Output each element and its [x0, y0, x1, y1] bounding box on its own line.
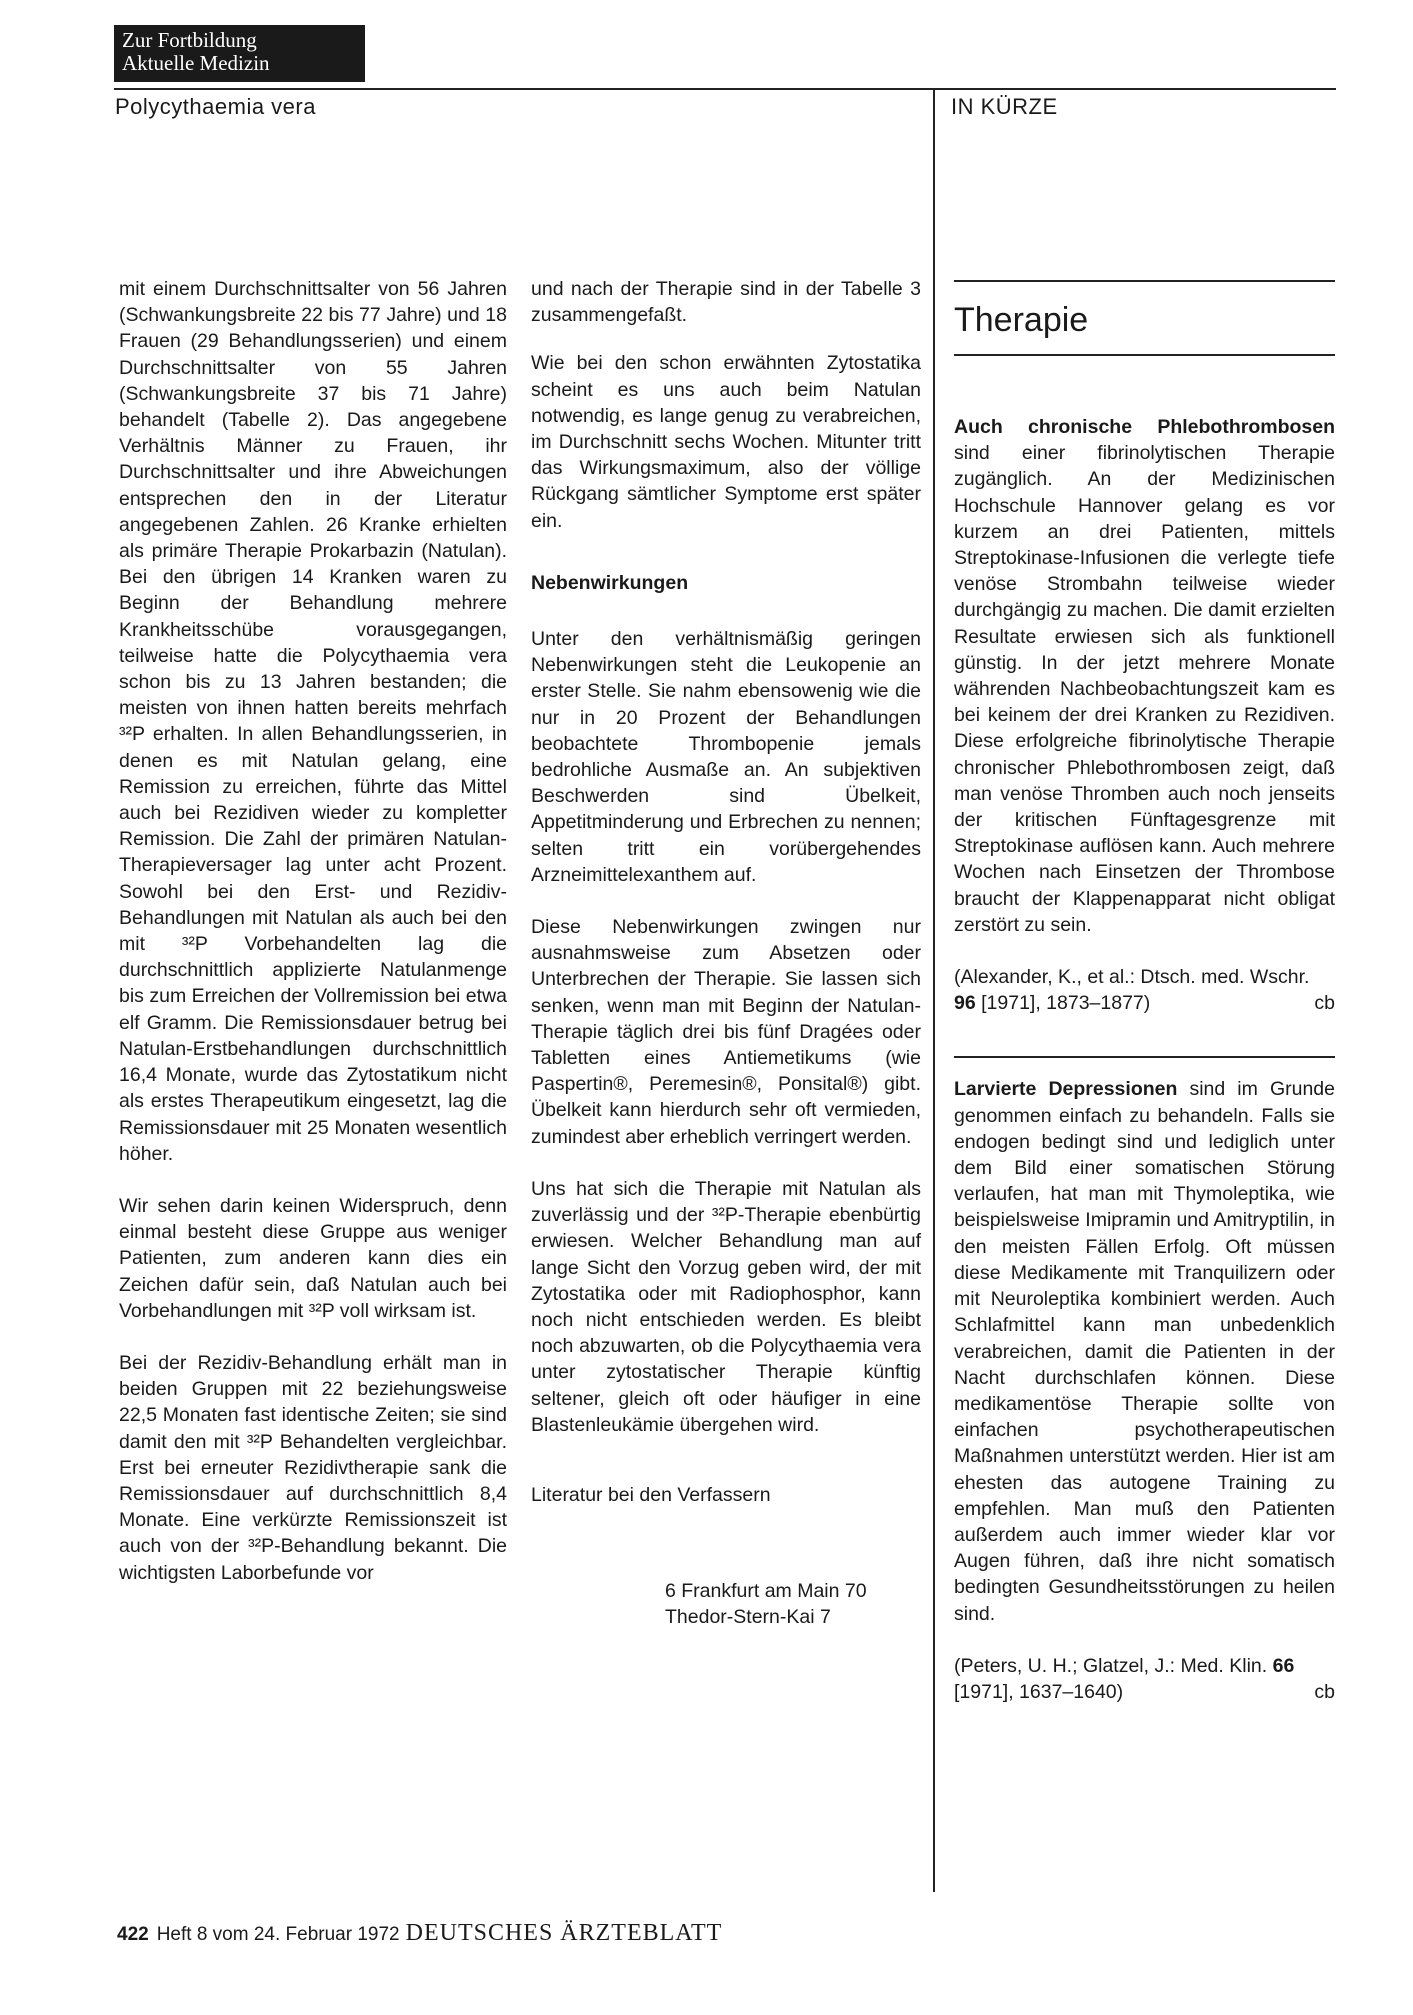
citation-pages: [1971], 1637–1640)	[954, 1680, 1124, 1703]
kicker-line-2: Aktuelle Medizin	[122, 51, 270, 75]
news-item	[954, 414, 1335, 938]
section-title: Therapie	[954, 301, 1089, 339]
citation-pages: [1971], 1873–1877)	[975, 992, 1151, 1015]
editor-initials: cb	[1314, 992, 1335, 1015]
paragraph: Uns hat sich die Therapie mit Natulan als zuverlässig und der ³²P-Therapie ebenbürtig erwiesen. Welcher Behandlung man auf lange Sicht den Vorzug geben wird, der mit Zytostatika oder mit Radiophosphor, kann noch nicht entschieden werden. Es bleibt noch abzuwarten, ob die Polycythaemia vera unter zytostatischer Therapie künftig seltener, gleich oft oder häufiger in eine Blastenleukämie übergehen wird.	[531, 1177, 921, 1436]
paragraph: Unter den verhältnismäßig geringen Nebenwirkungen steht die Leukopenie an erster Stelle. Sie nahm ebensowenig wie die nur in 20 Prozent der Behandlungen beobachtete Thrombopenie jemals bedrohliche Ausmaße an. An subjektiven Beschwerden sind Übelkeit, Appetitminderung und Erbrechen zu nennen; selten tritt ein vorübergehendes Arzneimittelexanthem auf.	[531, 628, 921, 886]
running-head-right: IN KÜRZE	[951, 94, 1058, 119]
paragraph: Bei der Rezidiv-Behandlung erhält man in beiden Gruppen mit 22 beziehungsweise 22,5 Monaten fast identische Zeiten; sie sind damit den mit ³²P Behandelten vergleichbar. Erst bei erneuter Rezidivtherapie sank die Remissionsdauer auf durchschnittlich 8,4 Monate. Eine verkürzte Remissionszeit ist auch von der ³²P-Behandlung bekannt. Die wichtigsten Laborbefunde vor	[119, 1351, 507, 1584]
item-rule	[954, 1056, 1335, 1058]
section-rule-bottom	[954, 354, 1335, 356]
paragraph: Diese Nebenwirkungen zwingen nur ausnahmsweise zum Absetzen oder Unterbrechen der Therapie. Sie lassen sich senken, wenn man mit Beginn der Natulan-Therapie täglich drei bis fünf Dragées oder Tabletten eines Antiemetikums (wie Paspertin®, Peremesin®, Ponsital®) gibt. Übelkeit kann hierdurch sehr oft vermieden, zumindest aber erheblich verringert werden.	[531, 916, 921, 1148]
subheading: Nebenwirkungen	[531, 571, 689, 594]
news-item	[954, 1076, 1335, 1626]
address-line-2: Thedor-Stern-Kai 7	[665, 1606, 831, 1629]
news-item-lead: Auch chronische Phlebothrombosen	[954, 416, 1335, 438]
news-column	[954, 280, 1335, 1731]
news-item-body: sind im Grunde genommen einfach zu behandeln. Falls sie endogen bedingt sind und lediglich unter dem Bild einer somatischen Störung verlaufen, hat man mit Thymoleptika, wie beispielsweise Imipramin und Amitryptilin, in den meisten Fällen Erfolg. Oft müssen diese Medikamente mit Tranquilizern oder mit Neuroleptika kombiniert werden. Auch Schlafmittel kann man unbedenklich verabreichen, damit die Patienten in der Nacht durchschlafen können. Diese medikamentöse Therapie sollte von einfachen psychotherapeutischen Maßnahmen unterstützt werden. Hier ist am ehesten das autogene Training zu empfehlen. Man muß den Patienten außerdem auch immer wieder klar vor Augen führen, daß ihre nicht somatisch bedingten Gesundheitsstörungen zu heilen sind.	[954, 1078, 1335, 1625]
news-item-body: sind einer fibrinolytischen Therapie zugänglich. An der Medizinischen Hochschule Hannover gelang es vor kurzem an drei Patienten, mittels Streptokinase-Infusionen die verlegte tiefe venöse Strombahn teilweise wieder durchgängig zu machen. Die damit erzielten Resultate erwiesen sich als funktionell günstig. In der jetzt mehrere Monate währenden Nachbeobachtungszeit kam es bei keinem der drei Kranken zu Rezidiven. Diese erfolgreiche fibrinolytische Therapie chronischer Phlebothrombosen zeigt, daß man venöse Thromben auch noch jenseits der kritischen Fünftagesgrenze mit Streptokinase auflösen kann. Auch mehrere Wochen nach Einsetzen der Thrombose braucht der Klappenapparat nicht obligat zerstört zu sein.	[954, 442, 1335, 936]
article-column-1	[119, 276, 507, 1612]
editor-initials: cb	[1314, 1680, 1335, 1703]
journal-name: DEUTSCHES ÄRZTEBLATT	[405, 1920, 723, 1946]
author-address	[531, 1578, 921, 1630]
column-divider	[933, 88, 935, 1892]
section-kicker	[114, 25, 365, 82]
paragraph: und nach der Therapie sind in der Tabelle 3 zusammengefaßt.	[531, 278, 921, 327]
article-column-2	[531, 276, 921, 1631]
page-number: 422	[117, 1924, 149, 1945]
citation-source: (Alexander, K., et al.: Dtsch. med. Wschr.	[954, 966, 1310, 989]
news-item-lead: Larvierte Depressionen	[954, 1078, 1178, 1101]
issue-info: Heft 8 vom 24. Februar 1972	[156, 1924, 400, 1945]
paragraph: Wir sehen darin keinen Widerspruch, denn einmal besteht diese Gruppe aus weniger Patienten, zum anderen kann dies ein Zeichen dafür sein, daß Natulan auch bei Vorbehandlungen mit ³²P voll wirksam ist.	[119, 1194, 507, 1322]
literature-note: Literatur bei den Verfassern	[531, 1483, 771, 1506]
page-footer	[117, 1920, 722, 1947]
paragraph: mit einem Durchschnittsalter von 56 Jahren (Schwankungsbreite 22 bis 77 Jahre) und 18 Frauen (29 Behandlungsserien) und einem Durchschnittsalter von 55 Jahren (Schwankungsbreite 37 bis 71 Jahre) behandelt (Tabelle 2). Das angegebene Verhältnis Männer zu Frauen, ihr Durchschnittsalter und ihre Abweichungen entsprechen den in der Literatur angegebenen Zahlen. 26 Kranke erhielten als primäre Therapie Prokarbazin (Natulan). Bei den übrigen 14 Kranken waren zu Beginn der Behandlung mehrere Krankheitsschübe vorausgegangen, teilweise hatte die Polycythaemia vera schon bis zu 13 Jahren bestanden; die meisten von ihnen hatten bereits mehrfach ³²P erhalten. In allen Behandlungsserien, in denen es mit Natulan gelang, eine Remission zu erreichen, führte das Mittel auch bei Rezidiven wieder zu kompletter Remission. Die Zahl der primären Natulan-Therapieversager lag unter acht Prozent. Sowohl bei den Erst- und Rezidiv-Behandlungen mit Natulan als auch bei den mit ³²P Vorbehandelten lag die durchschnittlich applizierte Natulanmenge bis zum Erreichen der Vollremission bei etwa elf Gramm. Die Remissionsdauer betrug bei Natulan-Erstbehandlungen durchschnittlich 16,4 Monate, wurde das Zytostatikum nicht als erstes Therapeutikum eingesetzt, lag die Remissionsdauer mit 25 Monaten wesentlich höher.	[119, 278, 508, 1165]
address-line-1: 6 Frankfurt am Main 70	[665, 1580, 867, 1603]
paragraph: Wie bei den schon erwähnten Zytostatika scheint es uns auch beim Natulan notwendig, es lange genug zu verabreichen, im Durchschnitt sechs Wochen. Mitunter tritt das Wirkungsmaximum, also der völlige Rückgang sämtlicher Symptome erst später ein.	[531, 352, 921, 532]
citation	[954, 1653, 1335, 1705]
citation-volume: 66	[1272, 1654, 1295, 1677]
citation-volume: 96	[954, 992, 976, 1015]
kicker-line-1: Zur Fortbildung	[122, 28, 257, 52]
running-head-left: Polycythaemia vera	[115, 94, 316, 119]
citation	[954, 964, 1335, 1016]
citation-source: (Peters, U. H.; Glatzel, J.: Med. Klin.	[954, 1654, 1273, 1677]
header-rule	[114, 88, 1336, 90]
